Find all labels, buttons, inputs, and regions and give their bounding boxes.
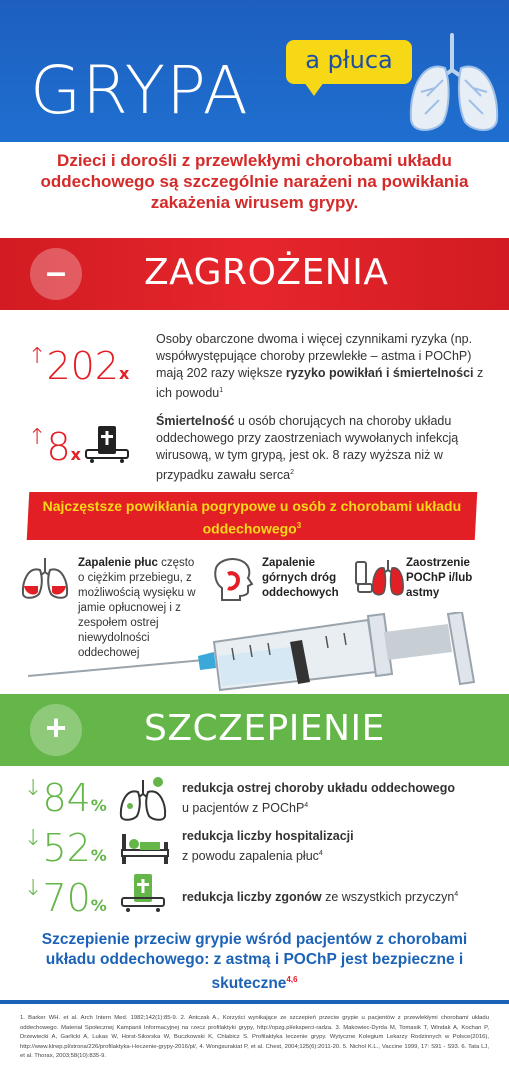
stat-202: ↑202x — [28, 344, 130, 388]
references-text: 1. Barker WH. et al. Arch Intern Med. 1982;142(1):85-9. 2. Antczak A., Korzyści wynikające ze szczepień przeciw grypie u pacjentów z przewlekłymi chorobami układu oddechowego. Materiał Społecznej Kampanii Informacyjnej na rzecz profilaktyki grypy, http://opzg.pl/eksperci-radza. 3. Makowiec-Dyrda M, Tomasik T, Windak A, Kochan P, Drzewiecki A, Garlicki A, Lukas W, Horst-Sikorska W, Buczkowski K, Chlabicz S. Profilaktyka leczenie grypy. Wytyczne Kolegium Lekarzy Rodzinnych w Polsce(2016), http://www.klrwp.pl/strona/226/profilaktyka-i-leczenie-grypy-2016/pl/, 4. Wongsurakiat P, et al. Chest, 2004;125(6):2011-20. 5. Nichol K.L., Vaccine 1999, 17: S91 - S93. 6. Tata LJ, et al. Thorax, 2003;58(10):835-9. — [20, 1015, 489, 1059]
stat-202-text: Osoby obarczone dwoma i więcej czynnikami ryzyka (np. współwystępujące choroby przewlekłe – astma i POChP) mają 202 razy większe ryzyko powikłań i śmiertelności z ich powodu$^1$ — [156, 332, 484, 401]
threats-banner — [0, 238, 509, 310]
bubble-text: a płuca — [305, 46, 393, 74]
intro-text: Dzieci i dorośli z przewlekłymi chorobami układu oddechowego są szczególnie narażeni na powikłania zakażenia wirusem grypy. — [40, 151, 469, 212]
stat-70: ↓70% — [24, 876, 107, 920]
stat-8-text: Śmiertelność u osób chorujących na choroby układu oddechowego przy zaostrzeniach wywołanych infekcją wirusową, w tym grypą, jest ok. 8 razy wyższa niż w przypadku zawału serca$^2$ — [156, 414, 459, 483]
speech-bubble — [286, 40, 412, 84]
threats-heading: ZAGROŻENIA — [144, 252, 389, 293]
vaccination-stat-3-text: redukcja liczby zgonów ze wszystkich przyczyn$^4$ — [182, 890, 459, 905]
vaccination-stat-1-text: redukcja ostrej choroby układu oddechowego u pacjentów z POChP$^4$ — [182, 781, 455, 816]
complications-heading: Najczęstsze powikłania pogrypowe u osób z chorobami układu oddechowego$^3$ — [42, 498, 462, 537]
complication-pneumonia: Zapalenie płuc często o ciężkim przebiegu, z możliwością wysięku w jamie opłucnowej i z zespołem ostrej niewydolności oddechowej — [78, 557, 196, 659]
page-title: GRYPA — [30, 52, 249, 129]
header — [0, 0, 509, 142]
vaccination-heading: SZCZEPIENIE — [144, 708, 385, 749]
lungs-virus-icon — [118, 774, 168, 822]
references-footer — [0, 1000, 509, 1080]
hospital-bed-icon — [120, 828, 170, 866]
plus-icon: + — [30, 704, 82, 756]
head-throat-icon — [212, 556, 256, 602]
coffin-green-icon — [120, 872, 166, 914]
stat-84: ↓84% — [24, 776, 107, 820]
complications-banner — [27, 492, 478, 540]
syringe-illustration — [28, 612, 488, 702]
stat-52: ↓52% — [24, 826, 107, 870]
vaccination-banner — [0, 694, 509, 766]
complication-copd-asthma: Zaostrzenie POChP i/lub astmy — [406, 557, 473, 599]
lungs-inflamed-icon — [20, 556, 70, 600]
conclusion-text: Szczepienie przeciw grypie wśród pacjentów z chorobami układu oddechowego: z astmą i POChP jest bezpieczne i skuteczne$^{4,6}$ — [41, 931, 468, 993]
intro-section — [0, 142, 509, 242]
vaccination-stat-2-text: redukcja liczby hospitalizacji z powodu zapalenia płuc$^4$ — [182, 829, 354, 864]
complication-upper-airways: Zapalenie górnych dróg oddechowych — [262, 557, 339, 599]
inhaler-lungs-icon — [354, 556, 404, 600]
lungs-icon — [405, 30, 505, 140]
stat-8: ↑8x — [28, 425, 81, 469]
minus-icon: – — [30, 248, 82, 300]
coffin-icon — [84, 424, 130, 464]
